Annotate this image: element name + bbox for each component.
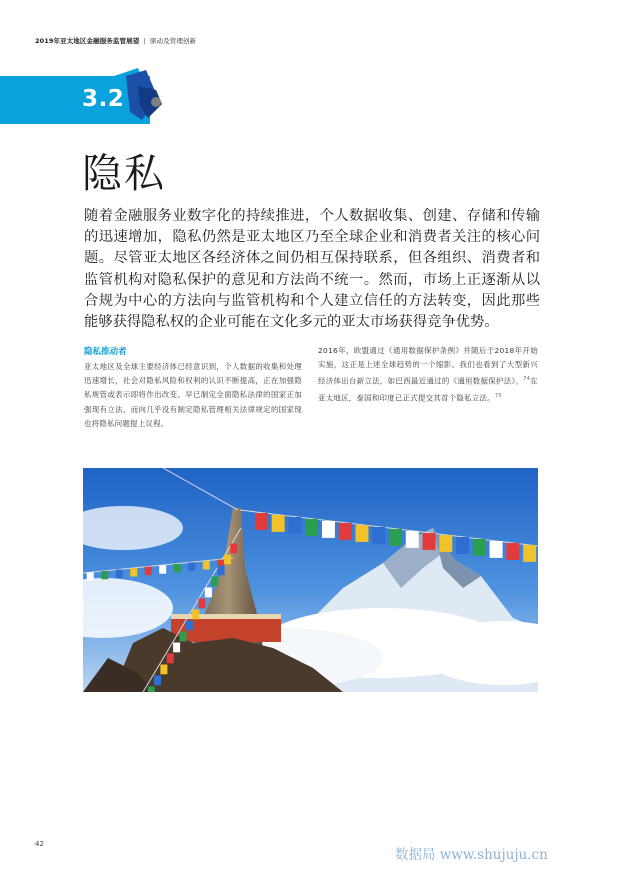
prayer-flag	[224, 555, 231, 565]
lead-paragraph: 随着金融服务业数字化的持续推进，个人数据收集、创建、存储和传输的迅速增加，隐私仍然是亚太地区乃至全球企业和消费者关注的核心问题。尽管亚太地区各经济体之间仍相互保持联系，但各组织、消费者和监管机构对隐私保护的意见和方法尚不统一。然而，市场上正逐渐从以合规为中心的方法向与监管机构和个人建立信任的方法转变，因此那些能够获得隐私权的企业可能在文化多元的亚太市场获得竞争优势。	[84, 208, 540, 331]
prayer-flag	[389, 529, 402, 546]
prayer-flag	[205, 588, 212, 598]
prayer-flag	[456, 537, 469, 554]
right-text-part-1: 2016年，欧盟通过《通用数据保护条例》并随后于2018年开始实施，这正是上述全球趋势的一个缩影。我们也看到了大型新兴经济体出台新立法，如巴西最近通过的《通用数据保护法》。	[318, 346, 538, 386]
prayer-flag	[87, 572, 94, 580]
section-number: 3.2	[82, 86, 125, 112]
prayer-flag	[355, 525, 368, 542]
himalaya-prayer-flags-photo	[83, 468, 538, 692]
prayer-flag	[188, 563, 195, 571]
page-title: 隐私	[82, 151, 166, 197]
prayer-flag	[506, 543, 519, 560]
prayer-flag	[339, 523, 352, 540]
watermark: 数据局 www.shujuju.cn	[395, 847, 548, 863]
prayer-flag	[218, 566, 225, 576]
prayer-flag	[130, 568, 137, 576]
running-header	[35, 36, 196, 45]
footnote-74[interactable]: 74	[523, 376, 531, 383]
prayer-flag	[186, 621, 193, 631]
page-number: 42	[35, 840, 44, 848]
left-column-text: 亚太地区及全球主要经济体已经意识到，个人数据的收集和处理迅速增长，社会对隐私风险和权利的认识不断提高，正在加强隐私规管或表示即将作出改变。早已制定全面隐私法律的国家正加强现有立法，而向几乎没有制定隐私管理相关法律规定的国家现也将隐私问题提上议程。	[84, 362, 302, 428]
right-column	[318, 344, 538, 406]
prayer-flag	[322, 521, 335, 538]
prayer-flag	[145, 567, 152, 575]
report-title: 2019年亚太地区金融服务监管展望	[35, 37, 140, 45]
prayer-flag	[406, 531, 419, 548]
prayer-flag	[192, 610, 199, 620]
prayer-flag	[211, 577, 218, 587]
prayer-flag	[174, 564, 181, 572]
right-column-text	[318, 344, 538, 406]
sidebar-heading: 隐私推动者	[84, 347, 127, 357]
prayer-flag	[116, 570, 123, 578]
prayer-flag	[199, 599, 206, 609]
prayer-flag	[473, 539, 486, 556]
prayer-flag	[154, 676, 161, 686]
prayer-flag	[305, 519, 318, 536]
prayer-flag	[160, 665, 167, 675]
prayer-flag	[272, 515, 285, 532]
right-text-part-2: 在亚太地区，泰国和印度已正式提交其首个隐私立法。	[318, 376, 538, 403]
prayer-flag	[179, 632, 186, 642]
prayer-flag	[167, 654, 174, 664]
prayer-flag	[523, 545, 536, 562]
prayer-flag	[173, 643, 180, 653]
photo-illustration	[83, 468, 538, 692]
prayer-flag	[439, 535, 452, 552]
prayer-flag	[148, 687, 155, 693]
prayer-flag	[255, 513, 268, 530]
prayer-flag	[203, 561, 210, 569]
prayer-flag	[372, 527, 385, 544]
prayer-flag	[101, 571, 108, 579]
report-subtitle: 驱动及管理创新	[149, 37, 197, 45]
prayer-flag	[490, 541, 503, 558]
prayer-flag	[423, 533, 436, 550]
left-column	[84, 345, 302, 431]
header-separator: |	[143, 37, 146, 45]
prayer-flag	[288, 517, 301, 534]
footnote-75[interactable]: 75	[494, 393, 502, 400]
prayer-flag	[230, 544, 237, 554]
prayer-flag	[159, 565, 166, 573]
